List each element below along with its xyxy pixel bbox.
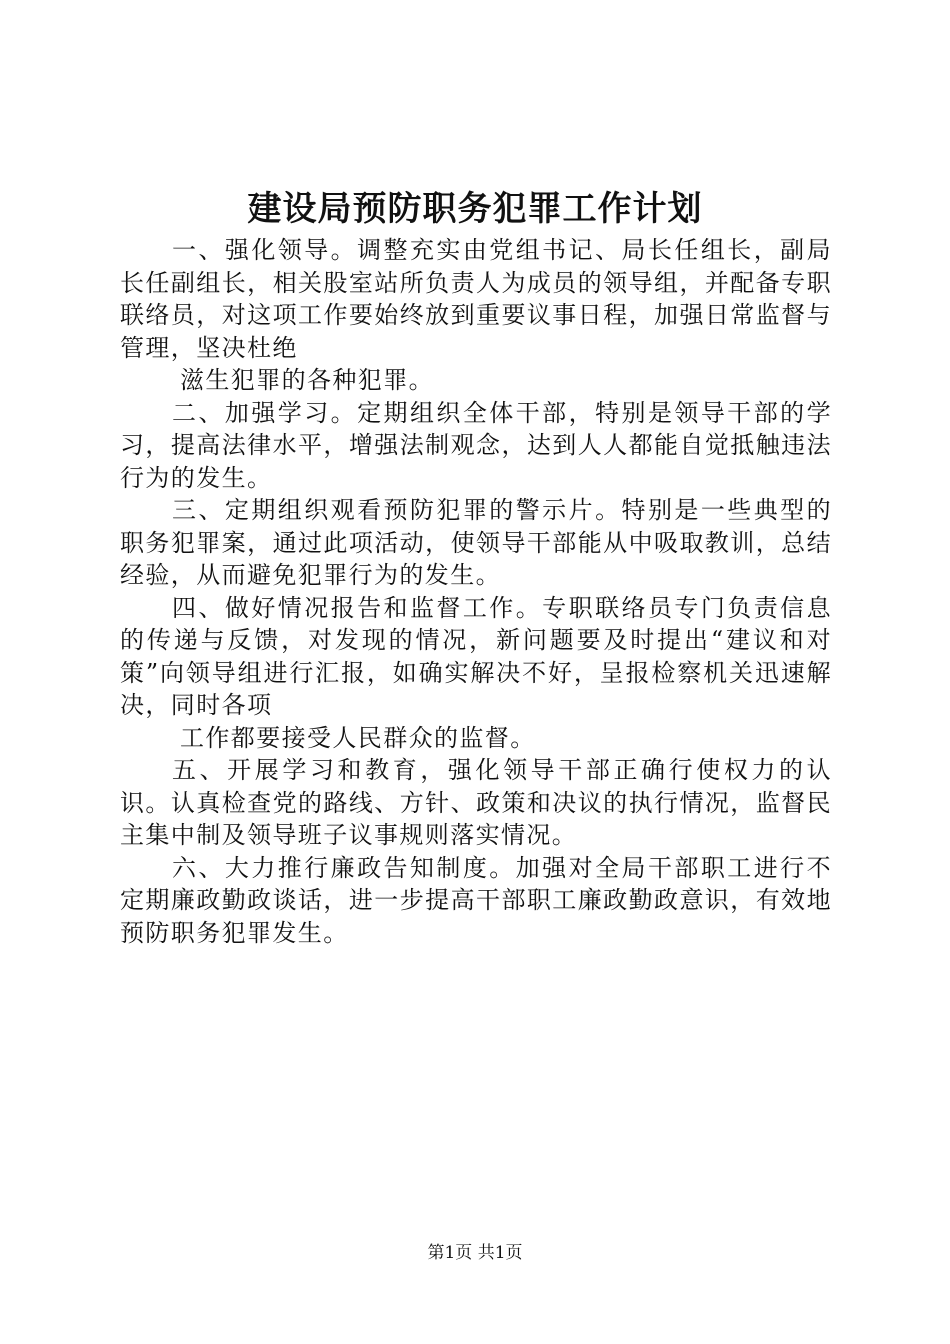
- document-body: [120, 234, 832, 949]
- paragraph-4-continued: 工作都要接受人民群众的监督。: [180, 723, 536, 752]
- paragraph-4: 四、做好情况报告和监督工作。专职联络员专门负责信息的传递与反馈，对发现的情况，新问题要及时提出“建议和对策”向领导组进行汇报，如确实解决不好，呈报检察机关迅速解决，同时各项: [120, 593, 832, 719]
- paragraph-5: 五、开展学习和教育，强化领导干部正确行使权力的认识。认真检查党的路线、方针、政策和决议的执行情况，监督民主集中制及领导班子议事规则落实情况。: [120, 756, 832, 849]
- page-footer: 第1页 共1页: [427, 1243, 523, 1263]
- document-title: 建设局预防职务犯罪工作计划: [247, 189, 703, 229]
- paragraph-6: 六、大力推行廉政告知制度。加强对全局干部职工进行不定期廉政勤政谈话，进一步提高干部职工廉政勤政意识，有效地预防职务犯罪发生。: [120, 853, 832, 947]
- paragraph-1: 一、强化领导。调整充实由党组书记、局长任组长，副局长任副组长，相关股室站所负责人为成员的领导组，并配备专职联络员，对这项工作要始终放到重要议事日程，加强日常监督与管理，坚决杜绝: [120, 236, 832, 362]
- paragraph-1-continued: 滋生犯罪的各种犯罪。: [180, 366, 434, 394]
- paragraph-3: 三、定期组织观看预防犯罪的警示片。特别是一些典型的职务犯罪案，通过此项活动，使领导干部能从中吸取教训，总结经验，从而避免犯罪行为的发生。: [120, 496, 832, 589]
- paragraph-2: 二、加强学习。定期组织全体干部，特别是领导干部的学习，提高法律水平，增强法制观念，达到人人都能自觉抵触违法行为的发生。: [120, 398, 832, 492]
